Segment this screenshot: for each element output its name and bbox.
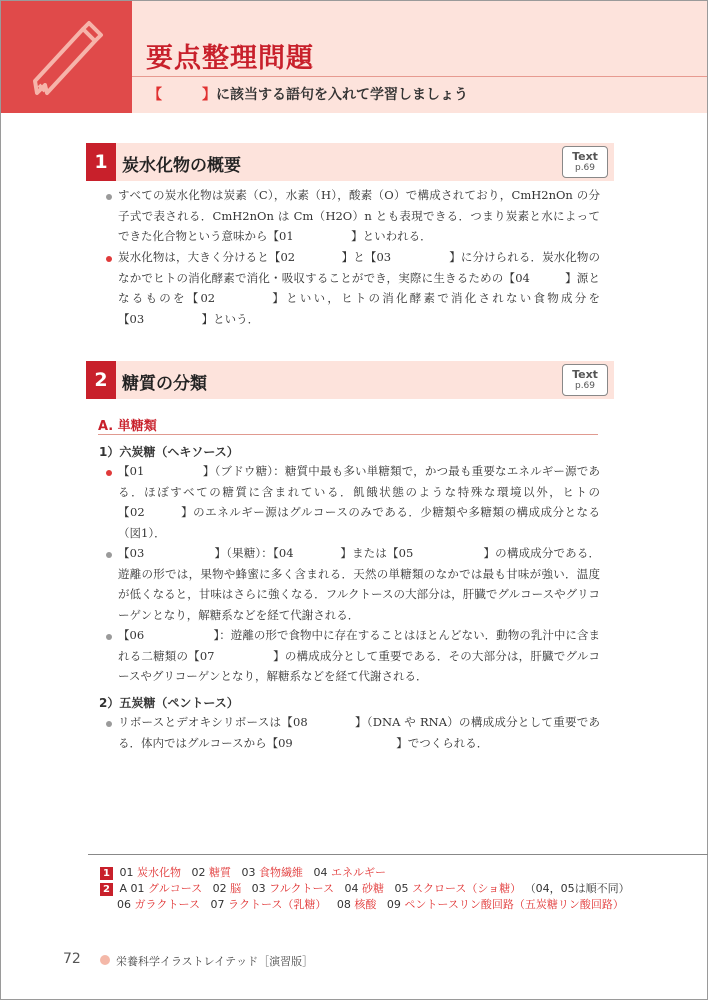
answers-section-2-row-2 [117, 896, 624, 912]
answer-text: 炭水化物 [137, 866, 181, 879]
answer-text: 脳 [230, 882, 242, 895]
text-ref-label: Text [572, 150, 598, 163]
hexose-item-2: 【03 】（果糖）：【04 】または【05 】の構成成分である．遊離の形では，果物や蜂蜜に多く含まれる．天然の単糖類のなかでは最も甘味が強い．温度が低くなると，甘味はさらに強くなる．フルクトースの大部分は，肝臓でグルコースやグリコーゲンとなり，解糖系などを経て代謝される． [118, 546, 600, 622]
subsection-divider [98, 434, 598, 435]
hexose-heading: 1）六炭糖（ヘキソース） [99, 445, 239, 459]
text-ref-label: Text [572, 368, 598, 381]
bullet-icon [106, 552, 112, 558]
answers-section-2-row-1 [100, 880, 630, 896]
hexose-item-3: 【06 】：遊離の形で食物中に存在することはほとんどない．動物の乳汁中に含まれる二糖類の【07 】の構成成分として重要である．その大部分は，肝臓でグルコースやグリコーゲンとなり，解糖系などを経て代謝される． [118, 628, 600, 684]
bullet-icon [106, 721, 112, 727]
section-title: 炭水化物の概要 [122, 156, 241, 176]
footer-dot-icon [100, 955, 110, 965]
answer-num: 09 [386, 898, 401, 911]
subtitle-text: に該当する語句を入れて学習しましょう [216, 87, 468, 103]
answer-text: エネルギー [331, 866, 386, 879]
answers-section-number: 1 [100, 867, 113, 880]
header-icon-block [1, 1, 132, 113]
pentose-heading: 2）五炭糖（ペントース） [99, 696, 239, 710]
answer-text: ペントースリン酸回路（五炭糖リン酸回路） [404, 898, 624, 911]
pentose-item-1: リボースとデオキシリボースは【08 】（DNA や RNA）の構成成分として重要である．体内ではグルコースから【09 】でつくられる． [118, 715, 600, 750]
bullet-icon [106, 194, 112, 200]
answer-num: 02 [212, 882, 227, 895]
text-reference-badge [562, 146, 608, 178]
page-title: 要点整理問題 [146, 43, 314, 74]
answer-prefix: A [119, 882, 128, 895]
answer-text: 糖質 [209, 866, 231, 879]
answer-text: ガラクトース [134, 898, 200, 911]
page-subtitle [148, 84, 468, 104]
answer-num: 02 [191, 866, 206, 879]
answer-num: 07 [210, 898, 225, 911]
answer-text: スクロース（ショ糖） [411, 882, 522, 895]
answers-section-number: 2 [100, 883, 113, 896]
answer-text: グルコース [148, 882, 203, 895]
bullet-icon [106, 256, 112, 262]
answer-num: 01 [119, 866, 134, 879]
text-reference-badge [562, 364, 608, 396]
subsection-a-heading: A. 単糖類 [98, 419, 157, 434]
page-number: 72 [63, 951, 81, 967]
answer-text: 核酸 [354, 898, 377, 911]
text-ref-page: p.69 [574, 381, 596, 391]
answer-num: 08 [336, 898, 351, 911]
answer-num: 06 [117, 898, 131, 911]
pencil-icon [27, 15, 107, 99]
answer-note: （04，05は順不同） [524, 882, 630, 895]
header-divider [132, 76, 707, 77]
answer-text: 砂糖 [361, 882, 384, 895]
sec1-paragraph-2a: 炭水化物は，大きく分けると【02 】と【03 】に分けられる．炭水化物のなかでヒトの消化酵素で消化・吸収することができ，実際に生きるための【04 [118, 250, 600, 285]
sec1-paragraph-2 [118, 247, 600, 329]
section-1-heading [86, 143, 614, 181]
section-number: 1 [86, 143, 116, 181]
book-title: 栄養科学イラストレイテッド［演習版］ [116, 955, 314, 968]
answer-text: ラクトース（乳糖） [227, 898, 327, 911]
answer-num: 03 [241, 866, 256, 879]
bracket-close: 】 [202, 87, 216, 103]
answer-text: 食物繊維 [259, 866, 303, 879]
bullet-icon [106, 634, 112, 640]
bullet-icon [106, 470, 112, 476]
sec1-paragraph-1: すべての炭水化物は炭素（C），水素（H），酸素（O）で構成されており，CmH2nOn の分子式で表される．CmH2nOn は Cm（H2O）n とも表現できる．つまり炭素と水によってできた化合物という意味から【01 】といわれる． [118, 188, 600, 244]
answer-text: フルクトース [269, 882, 334, 895]
answer-num: 05 [394, 882, 409, 895]
sec1-paragraph-2b: 】源となるものを【02 】といい，ヒトの消化酵素で消化されない食物成分を【03 】という． [118, 270, 601, 326]
answers-divider [88, 854, 708, 855]
answers-section-1 [100, 864, 386, 880]
answer-num: 03 [251, 882, 266, 895]
section-2-heading [86, 361, 614, 399]
answer-num: 04 [313, 866, 328, 879]
section-number: 2 [86, 361, 116, 399]
hexose-item-1: 【01 】（ブドウ糖）：糖質中最も多い単糖類で，かつ最も重要なエネルギー源である．ほぼすべての糖質に含まれている．飢餓状態のような特殊な環境以外，ヒトの【02 】のエネルギー源はグルコースのみである．少糖類や多糖類の構成成分となる（図1）． [118, 464, 600, 540]
answer-num: 04 [344, 882, 359, 895]
text-ref-page: p.69 [574, 163, 596, 173]
bracket-open: 【 [148, 87, 162, 103]
answer-num: 01 [130, 882, 145, 895]
section-title: 糖質の分類 [122, 374, 207, 394]
